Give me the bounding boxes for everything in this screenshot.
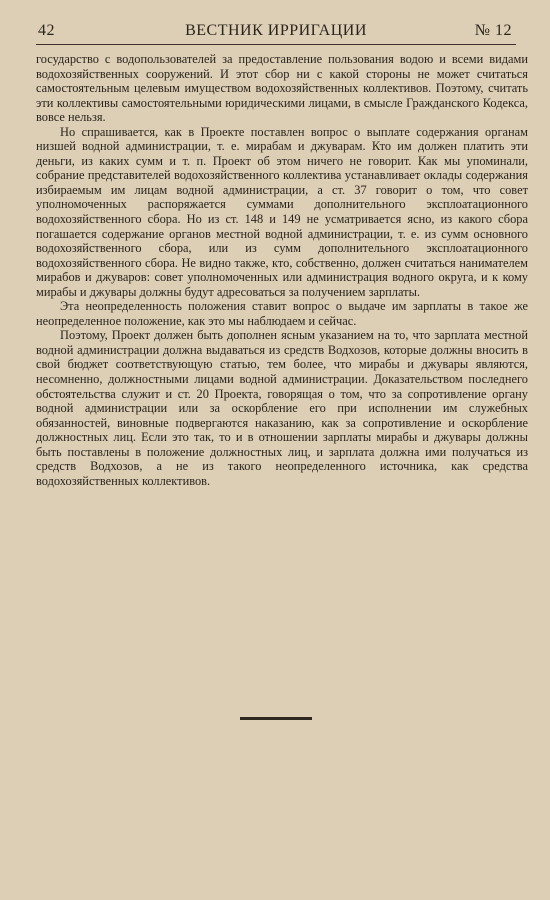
- body-text: [36, 52, 528, 488]
- paragraph: Эта неопределенность положения ставит вопрос о выдаче им зарплаты в такое же неопределенное положение, как это мы наблюдаем и сейчас.: [36, 299, 528, 328]
- paragraph: Поэтому, Проект должен быть дополнен ясным указанием на то, что зарплата местной водной администрации должна выдаваться из средств Водхозов, которые должны вносить в свой бюджет соответствующую статью, тем более, что мирабы и джувары являются, несомненно, должностными лицами водной администрации. Доказательством последнего обстоятельства служит и ст. 20 Проекта, говорящая о том, что за сопротивление органу водной администрации или за оскорбление его при исполнении им служебных обязанностей, виновные подвергаются наказанию, как за сопротивление и оскорбление должностных лиц. Если это так, то и в отношении зарплаты мирабы и джувары должны быть поставлены в положение должностных лиц, и зарплата должна ими получаться из средств Водхозов, а не из такого неопределенного источника, как средства водохозяйственных коллективов.: [36, 328, 528, 488]
- paragraph: государство с водопользователей за предоставление пользования водою и всеми видами водохозяйственных сооружений. И этот сбор ни с какой стороны не может считаться самостоятельным целевым имуществом водохозяйственных коллективов. Поэтому, считать эти коллективы самостоятельными юридическими лицами, в смысле Гражданского Кодекса, вовсе нельзя.: [36, 52, 528, 125]
- page-number: 42: [38, 22, 55, 39]
- paragraph: Но спрашивается, как в Проекте поставлен вопрос о выплате содержания органам низшей водной администрации, т. е. мирабам и джуварам. Кто им должен платить эти деньги, из каких сумм и т. п. Проект об этом ничего не говорит. Как мы упоминали, собрание представителей водохозяйственного коллектива устанавливает оклады содержания избираемым им лицам водной администрации, а ст. 37 говорит о том, что совет уполномоченных распоряжается суммами дополнительного эксплоатационного водохозяйственного сбора. Но из ст. 148 и 149 не усматривается ясно, из какого сбора погашается содержание органов местной водной администрации, т. е. из сумм основного водохозяйственного сбора, или из сумм дополнительного эксплоатационного водохозяйственного сбора. Не видно также, кто, собственно, должен считаться нанимателем мирабов и джуваров: совет уполномоченных или администрация водного округа, и к кому мирабы и джувары должны будут адресоваться за получением зарплаты.: [36, 124, 528, 299]
- running-header: [36, 20, 516, 45]
- section-end-rule: [240, 717, 312, 720]
- journal-title: ВЕСТНИК ИРРИГАЦИИ: [185, 22, 367, 39]
- issue-number: № 12: [474, 22, 512, 39]
